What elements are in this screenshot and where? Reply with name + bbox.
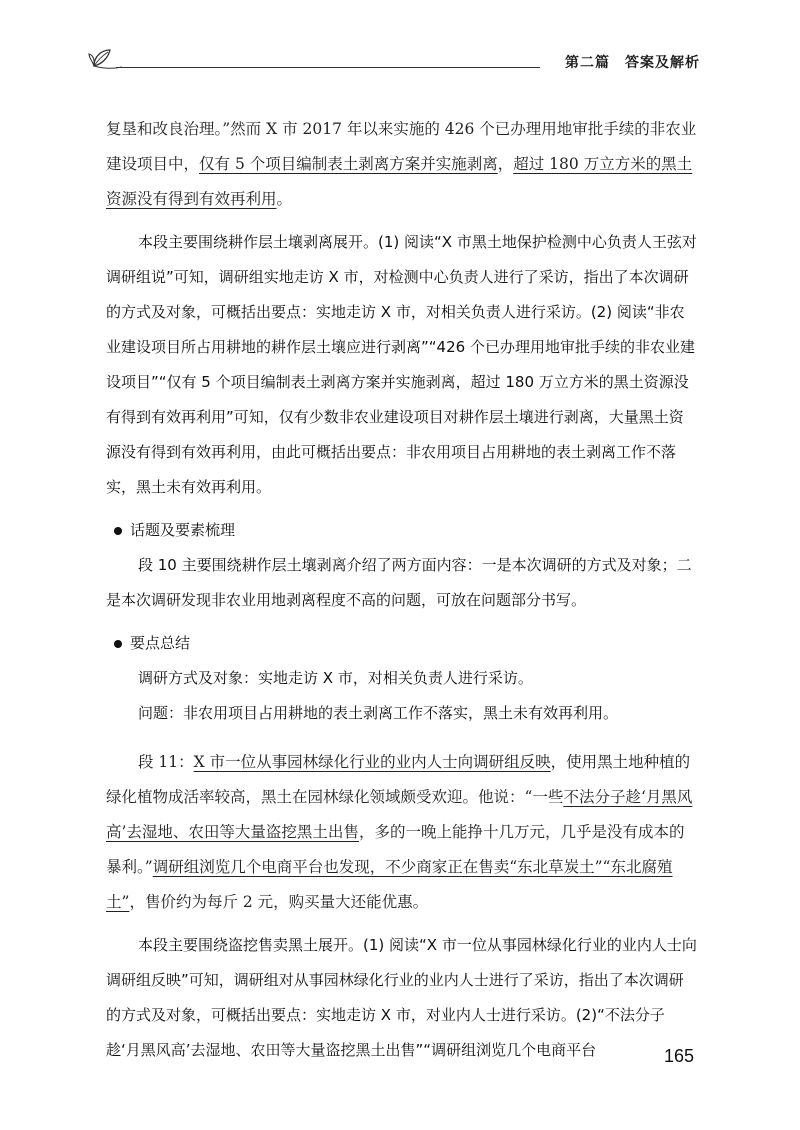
underlined-phrase: X 市一位从事园林绿化行业的业内人士向调研组反映 [193,753,551,771]
heading-topic-elements: 话题及要素梳理 [106,513,698,548]
page-number: 165 [663,1046,694,1066]
heading-key-points: 要点总结 [106,626,698,661]
key-point-method: 调研方式及对象：实地走访 X 市，对相关负责人进行采访。 [138,669,533,687]
paragraph-source-10-end: 复垦和改良治理。”然而 X 市 2017 年以来实施的 426 个已办理用地审批手续的非农业建设项目中，仅有 5 个项目编制表土剥离方案并实施剥离，超过 180 万立方米的黑土资源没有得到有效再利用。 [106,120,697,208]
underlined-phrase: 仅有 5 个项目编制表土剥离方案并实施剥离 [199,155,498,173]
header-rule [116,67,540,68]
running-header [88,42,700,70]
underlined-phrase: 不法分子趁‘月黑风高’去湿地、农田等大量盗挖黑土出售 [106,788,693,841]
key-point-problem: 问题：非农用项目占用耕地的表土剥离工作不落实，黑土未有效再利用。 [138,704,619,722]
paragraph-source-11: 段 11：X 市一位从事园林绿化行业的业内人士向调研组反映，使用黑土地种植的绿化植物成活率较高，黑土在园林绿化领域颇受欢迎。他说：“一些不法分子趁‘月黑风高’去湿地、农田等大量盗挖黑土出售，多的一晚上能挣十几万元，几乎是没有成本的暴利。”调研组浏览几个电商平台也发现，不少商家正在售卖“东北草炭土”“东北腐殖土”，售价约为每斤 2 元，购买量大还能优惠。 [106,753,693,911]
page-body [106,112,698,1068]
bullet-icon [114,640,122,648]
underlined-phrase: 调研组浏览几个电商平台也发现，不少商家正在售卖“东北草炭土”“东北腐殖土” [106,858,673,911]
bullet-icon [114,527,122,535]
topic-paragraph-10: 段 10 主要围绕耕作层土壤剥离介绍了两方面内容：一是本次调研的方式及对象；二是本次调研发现非农业用地剥离程度不高的问题，可放在问题部分书写。 [106,556,692,609]
analysis-paragraph-11: 本段主要围绕盗挖售卖黑土展开。(1) 阅读“X 市一位从事园林绿化行业的业内人士向调研组反映”可知，调研组对从事园林绿化行业的业内人士进行了采访，指出了本次调研的方式及对象，可概括出要点：实地走访 X 市，对业内人士进行采访。(2)“不法分子趁‘月黑风高’去湿地、农田等大量盗挖黑土出售”“调研组浏览几个电商平台 [106,936,697,1059]
section-title: 第二篇 答案及解析 [565,55,700,71]
underlined-phrase: 超过 180 万立方米的黑土资源没有得到有效再利用 [106,155,693,208]
analysis-paragraph-10: 本段主要围绕耕作层土壤剥离展开。(1) 阅读“X 市黑土地保护检测中心负责人王弦对调研组说”可知，调研组实地走访 X 市，对检测中心负责人进行了采访，指出了本次调研的方式及对象，可概括出要点：实地走访 X 市，对相关负责人进行采访。(2) 阅读“非农业建设项目所占用耕地的耕作层土壤应进行剥离”“426 个已办理用地审批手续的非农业建设项目”“仅有 5 个项目编制表土剥离方案并实施剥离，超过 180 万立方米的黑土资源没有得到有效再利用”可知，仅有少数非农业建设项目对耕作层土壤进行剥离，大量黑土资源没有得到有效再利用，由此可概括出要点：非农用项目占用耕地的表土剥离工作不落实，黑土未有效再利用。 [106,233,697,496]
